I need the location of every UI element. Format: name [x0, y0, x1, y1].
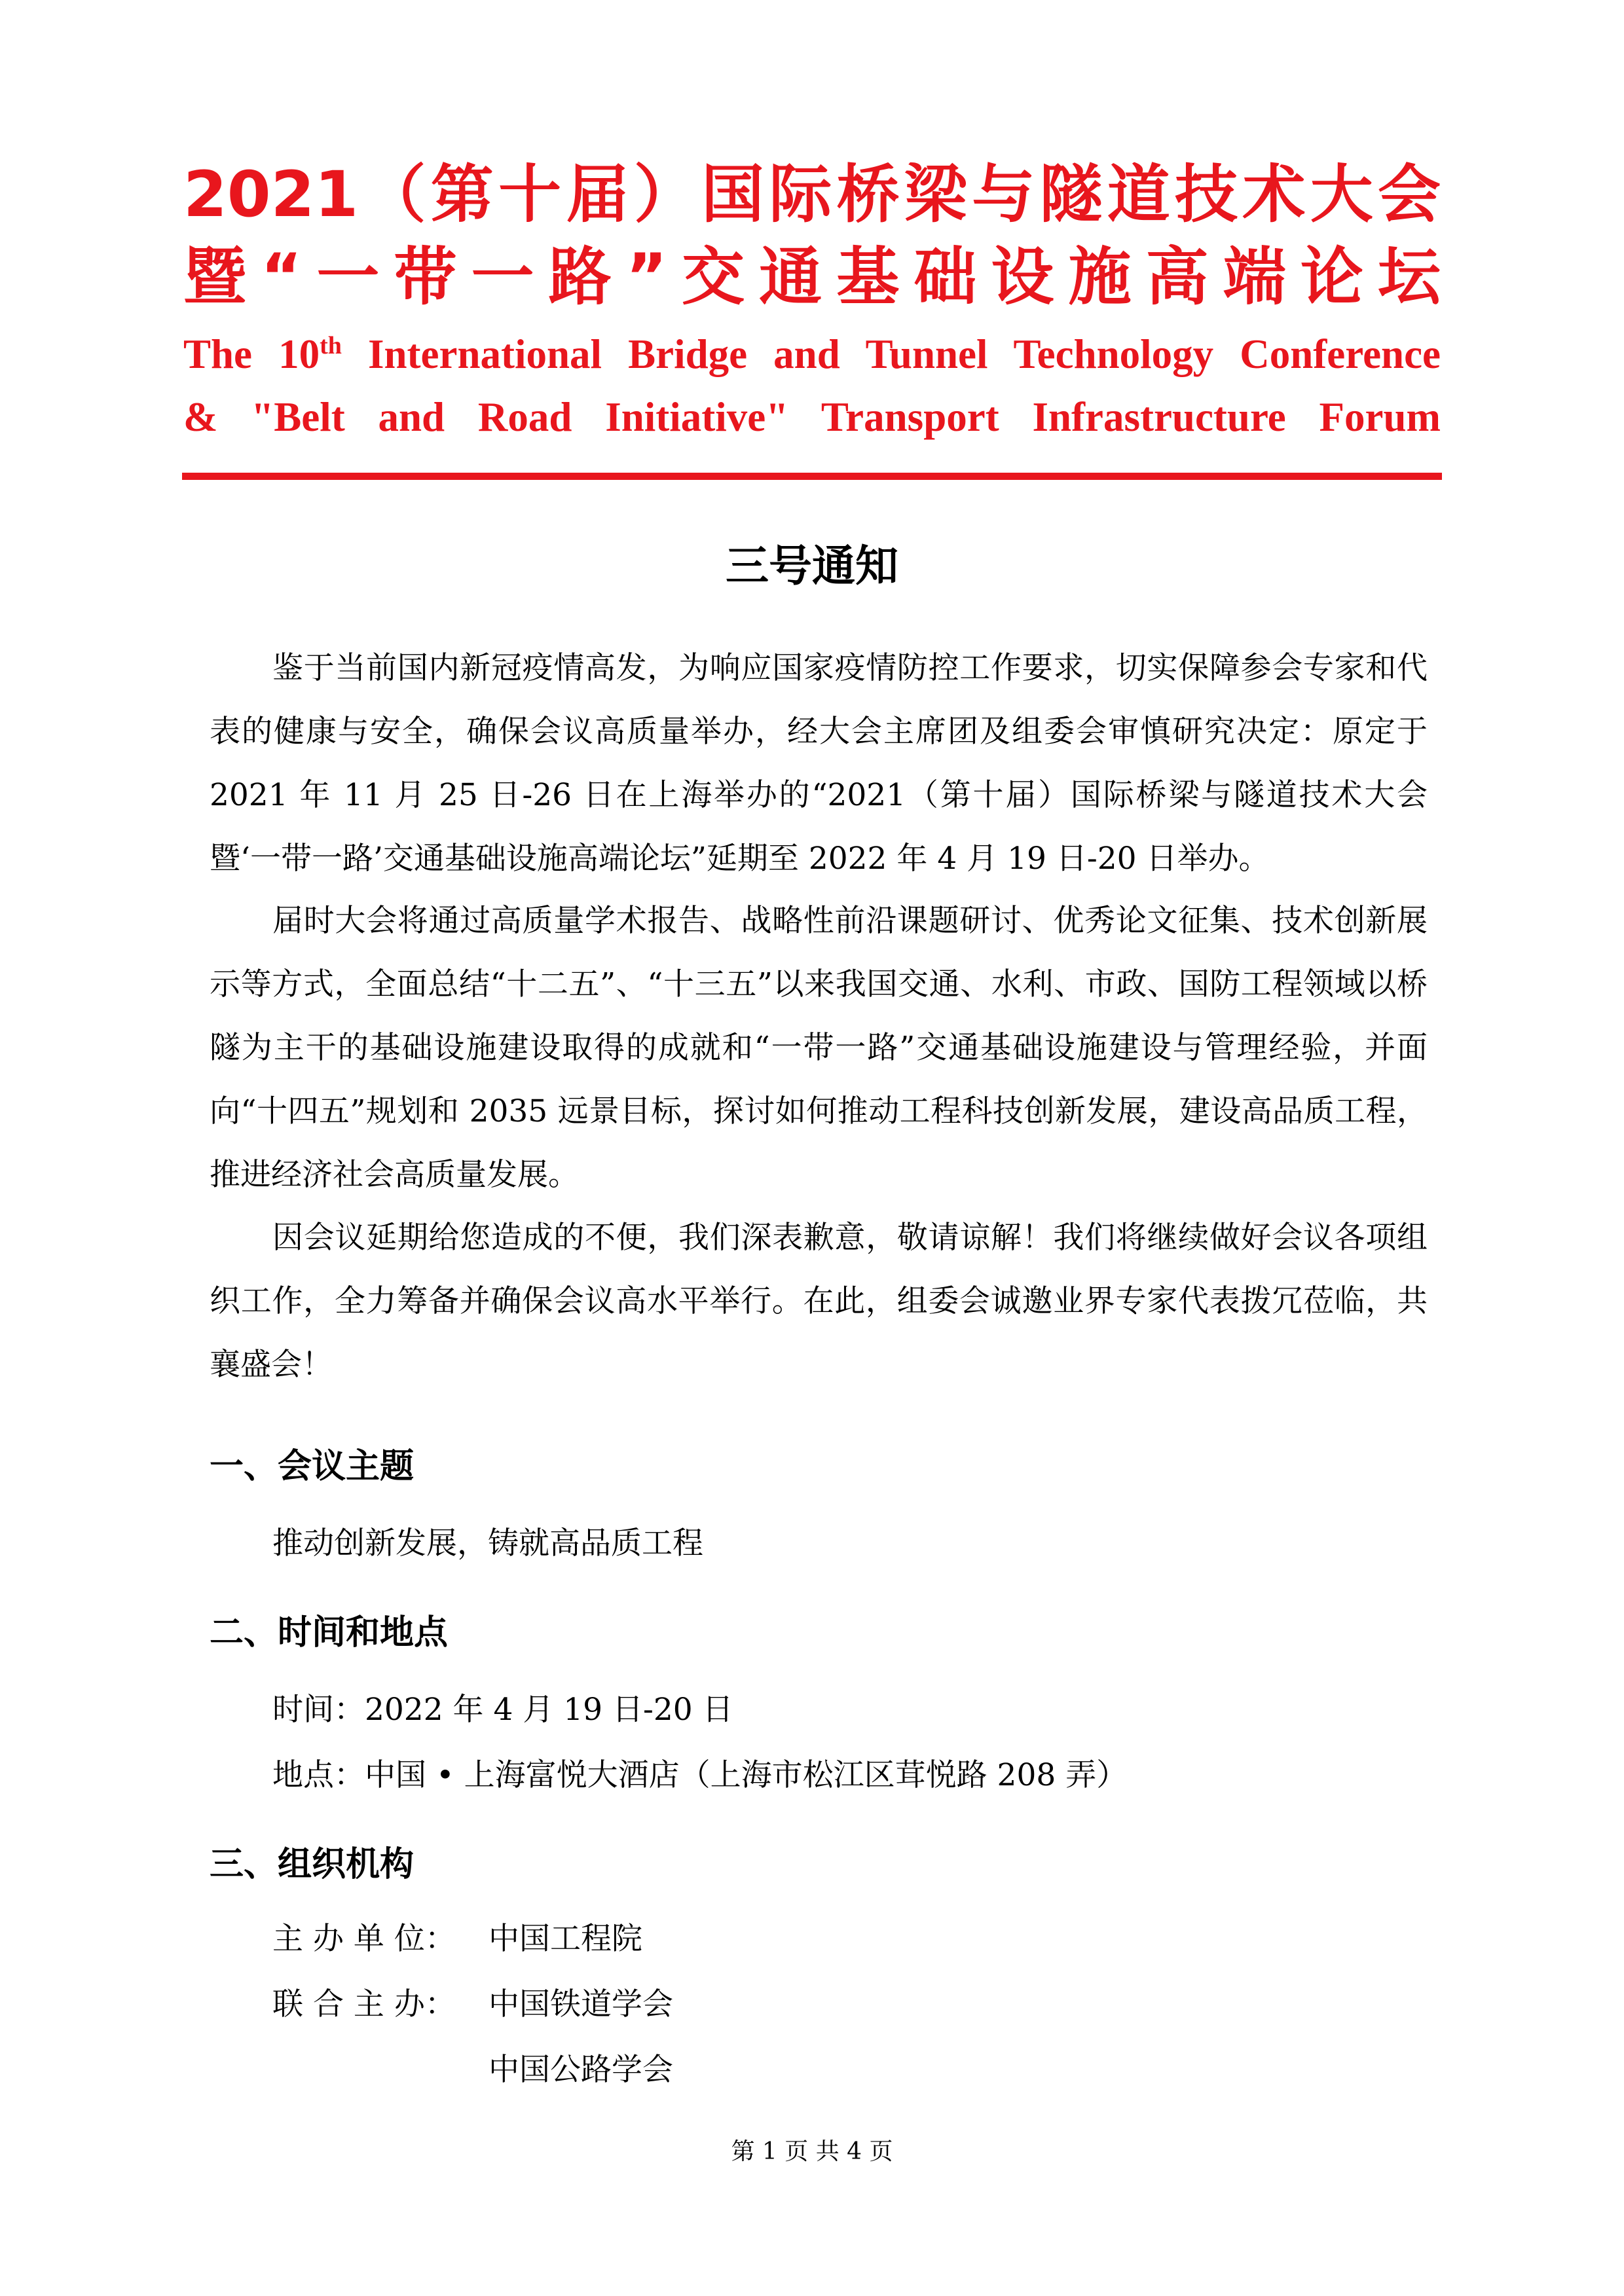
title-en-superscript: th	[320, 332, 342, 359]
cohost-value-2: 中国公路学会	[489, 2052, 673, 2088]
title-en-line-1-post: International Bridge and Tunnel Technology Conference	[341, 331, 1441, 377]
section-heading-theme: 一、会议主题	[210, 1447, 415, 1486]
title-cn-line-1: 2021（第十届）国际桥梁与隧道技术大会	[183, 158, 1441, 231]
header-divider	[182, 473, 1442, 480]
page-footer: 第 1 页 共 4 页	[731, 2138, 893, 2165]
host-label: 主 办 单 位：	[272, 1921, 456, 1957]
cohost-label: 联 合 主 办：	[272, 1986, 456, 2022]
cohost-value-1: 中国铁道学会	[489, 1986, 673, 2022]
cohost-row	[272, 1978, 673, 2031]
title-en-line-2: & "Belt and Road Initiative" Transport Infrastructure Forum	[183, 394, 1441, 440]
title-en-line-1	[183, 325, 1441, 384]
title-en-line-1-pre: The 10	[183, 331, 320, 377]
paragraph-3: 因会议延期给您造成的不便，我们深表歉意，敬请谅解！我们将继续做好会议各项组织工作，全力筹备并确保会议高水平举行。在此，组委会诚邀业界专家代表拨冗莅临，共襄盛会！	[210, 1220, 1428, 1383]
place-line: 地点：中国 • 上海富悦大酒店（上海市松江区茸悦路 208 弄）	[272, 1757, 1128, 1793]
host-value: 中国工程院	[489, 1921, 642, 1957]
section-heading-time-place: 二、时间和地点	[210, 1613, 449, 1652]
notice-title: 三号通知	[726, 541, 898, 591]
time-line: 时间：2022 年 4 月 19 日-20 日	[272, 1692, 733, 1728]
paragraph-1: 鉴于当前国内新冠疫情高发，为响应国家疫情防控工作要求，切实保障参会专家和代表的健康与安全，确保会议高质量举办，经大会主席团及组委会审慎研究决定：原定于 2021 年 11 月 25 日-26 日在上海举办的“2021（第十届）国际桥梁与隧道技术大会暨‘一带一路’交通基础设施高端论坛”延期至 2022 年 4 月 19 日-20 日举办。	[210, 650, 1428, 877]
host-row	[272, 1913, 642, 1965]
section-heading-organization: 三、组织机构	[210, 1845, 415, 1884]
title-cn-line-2: 暨“一带一路”交通基础设施高端论坛	[183, 240, 1441, 314]
theme-content: 推动创新发展，铸就高品质工程	[272, 1525, 703, 1561]
paragraph-2: 届时大会将通过高质量学术报告、战略性前沿课题研讨、优秀论文征集、技术创新展示等方式，全面总结“十二五”、“十三五”以来我国交通、水利、市政、国防工程领域以桥隧为主干的基础设施建设取得的成就和“一带一路”交通基础设施建设与管理经验，并面向“十四五”规划和 2035 远景目标，探讨如何推动工程科技创新发展，建设高品质工程，推进经济社会高质量发展。	[210, 903, 1428, 1193]
